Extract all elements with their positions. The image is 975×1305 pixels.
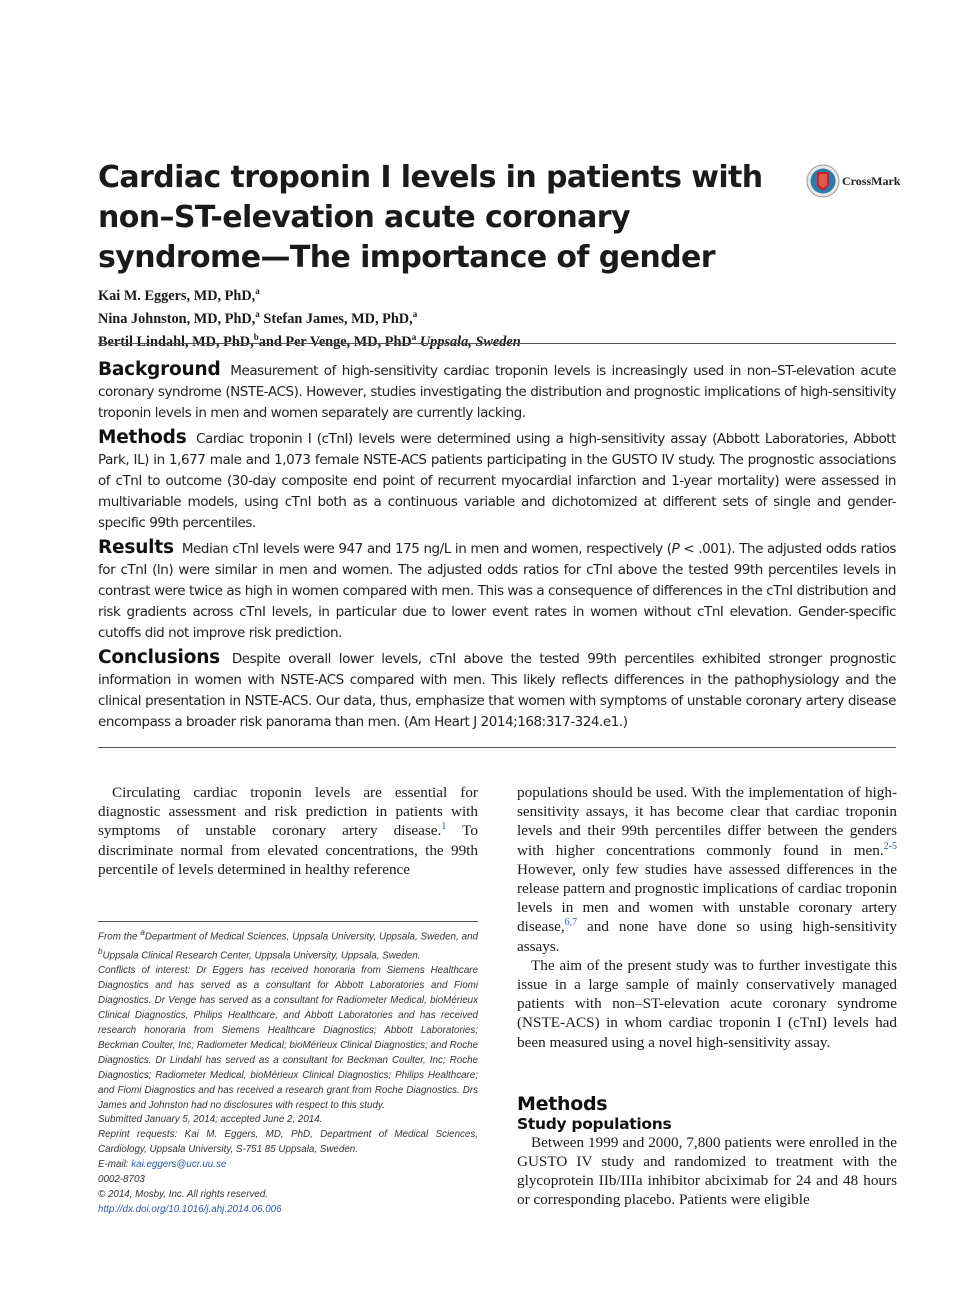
- affiliation-marker: a: [411, 331, 417, 342]
- abstract-heading: Results: [98, 537, 174, 559]
- reference-link[interactable]: 2-5: [883, 840, 897, 852]
- abstract-text: P: [671, 541, 680, 558]
- reference-link[interactable]: 1: [441, 821, 447, 833]
- body-paragraph: [98, 783, 478, 879]
- author-line: [98, 328, 718, 351]
- author-name: Kai M. Eggers, MD, PhD,: [98, 287, 256, 304]
- author-name: Bertil Lindahl, MD, PhD,: [98, 333, 254, 350]
- title-line: syndrome—The importance of gender: [98, 240, 715, 275]
- affiliation-marker: b: [98, 947, 103, 957]
- body-text: populations should be used. With the implementation of high-sensitivity assays, it has become clear that cardiac troponin levels and their 99th percentiles differ between the genders with higher concentrations commonly found in men.: [517, 784, 897, 859]
- footnote-rule: [98, 921, 478, 922]
- crossmark-icon: [806, 164, 840, 198]
- abstract-conclusions: [98, 648, 896, 732]
- footnotes: [98, 926, 478, 1218]
- abstract-methods: [98, 428, 896, 533]
- abstract-background: [98, 360, 896, 423]
- email-note: [98, 1158, 478, 1173]
- subsection-heading: Study populations: [517, 1114, 672, 1133]
- body-text: However, only few studies have assessed differences in the release pattern and prognostic implications of cardiac troponin levels in men and women with unstable coronary artery disease,: [517, 860, 897, 936]
- right-column: [517, 783, 897, 1210]
- body-paragraph: Between 1999 and 2000, 7,800 patients were enrolled in the GUSTO IV study and randomized to treatment with the glycoprotein IIb/IIIa inhibitor abciximab for 24 and 48 hours or corresponding placebo. Patients were eligible: [517, 1133, 897, 1209]
- body-paragraph: The aim of the present study was to further investigate this issue in a large sample of mainly conservatively managed patients with non–ST-elevation acute coronary syndrome (NSTE-ACS) in whom cardiac troponin I (cTnI) levels had been measured using a novel high-sensitivity assay.: [517, 956, 897, 1051]
- abstract-text: Measurement of high-sensitivity cardiac troponin levels is increasingly used in non–ST-elevation acute coronary syndrome (NSTE-ACS). However, studies investigating the distribution and prognostic implications of high-sensitivity troponin levels in men and women separately are currently lacking.: [98, 363, 896, 421]
- article-title: [98, 158, 763, 278]
- abstract-bottom-rule: [98, 747, 896, 748]
- title-line: Cardiac troponin I levels in patients with: [98, 160, 763, 195]
- left-column: [98, 783, 478, 879]
- author-name: Nina Johnston, MD, PhD,: [98, 310, 256, 327]
- abstract-results: [98, 538, 896, 643]
- author-name: Stefan James, MD, PhD,: [263, 310, 413, 327]
- affiliations-note: [98, 926, 478, 964]
- body-text: To discriminate normal from elevated concentrations, the 99th percentile of levels determined in healthy reference: [98, 822, 478, 878]
- conflicts-note: Conflicts of interest: Dr Eggers has received honoraria from Siemens Healthcare Diagnostics and has served as a consultant for Abbott Laboratories and Fiomi Diagnostics. Dr Venge has served as a consultant for Radiometer Medical, bioMérieux Clinical Diagnostics, Philips Healthcare, and Abbott Laboratories and has received research honoraria from Siemens Healthcare Diagnostics; Abbott Laboratories; Beckman Coulter, Inc; Radiometer Medical; bioMérieux Clinical Diagnostics; and Roche Diagnostics. Dr Lindahl has served as a consultant for Beckman Coulter, Inc; Roche Diagnostics; Radiometer Medical, bioMérieux Clinical Diagnostics; Philips Healthcare; and Fiomi Diagnostics and has received a research grant from Roche Diagnostics. Drs James and Johnston had no disclosures with respect to this study.: [98, 965, 478, 1111]
- affiliation-marker: a: [255, 286, 260, 296]
- reference-link[interactable]: 6,7: [564, 917, 578, 929]
- crossmark-badge[interactable]: [806, 164, 900, 198]
- author-name: and Per Venge, MD, PhD: [258, 333, 412, 350]
- abstract-heading: Background: [98, 359, 221, 380]
- footnote-text: From the: [98, 931, 141, 943]
- doi-link[interactable]: http://dx.doi.org/10.1016/j.ahj.2014.06.006: [98, 1203, 282, 1215]
- abstract-heading: Conclusions: [98, 647, 220, 669]
- affiliation-marker: a: [412, 308, 418, 319]
- copyright-note: © 2014, Mosby, Inc. All rights reserved.: [98, 1188, 269, 1200]
- body-text: and none have done so using high-sensitivity assays.: [517, 918, 897, 955]
- footnote-text: Uppsala Clinical Research Center, Uppsala University, Uppsala, Sweden.: [102, 950, 421, 962]
- footnote-text: Department of Medical Sciences, Uppsala University, Uppsala, Sweden, and: [144, 931, 478, 943]
- author-list: [98, 282, 718, 350]
- footnote-text: E-mail:: [98, 1159, 132, 1171]
- abstract-top-rule: [98, 343, 896, 344]
- author-line: [98, 282, 718, 305]
- affiliation-marker: a: [140, 928, 145, 937]
- abstract-text: Cardiac troponin I (cTnI) levels were determined using a high-sensitivity assay (Abbott Laboratories, Abbott Park, IL) in 1,677 male and 1,073 female NSTE-ACS patients participating in the GUSTO IV study. The prognostic associations of cTnI to outcome (30-day composite end point of recurrent myocardial infarction and 1-year mortality) were assessed in multivariable models, using cTnI both as a continuous variable and dichotomized at different sets of single and gender-specific 99th percentiles.: [98, 431, 896, 531]
- email-link[interactable]: kai.eggers@ucr.uu.se: [131, 1159, 227, 1171]
- affiliation-marker: a: [255, 308, 260, 319]
- reprint-note: Reprint requests: Kai M. Eggers, MD, PhD, Department of Medical Sciences, Cardiology, Uppsala University, S-751 85 Uppsala, Sweden.: [98, 1129, 478, 1156]
- title-line: non–ST-elevation acute coronary: [98, 200, 630, 235]
- abstract: [98, 360, 896, 738]
- body-paragraph: [517, 783, 897, 956]
- submitted-note: Submitted January 5, 2014; accepted June 2, 2014.: [98, 1114, 323, 1126]
- section-heading-methods: Methods: [517, 1092, 608, 1115]
- abstract-text: Median cTnI levels were 947 and 175 ng/L in men and women, respectively (: [181, 541, 672, 558]
- affiliation-marker: b: [253, 331, 259, 342]
- doi-note: [98, 1203, 478, 1218]
- body-text: Circulating cardiac troponin levels are essential for diagnostic assessment and risk prediction in patients with symptoms of unstable coronary artery disease.: [98, 784, 478, 840]
- abstract-heading: Methods: [98, 427, 187, 449]
- abstract-text: Despite overall lower levels, cTnI above the tested 99th percentiles exhibited stronger prognostic information in women with NSTE-ACS compared with men. This likely reflects differences in the pathophysiology and the clinical presentation in NSTE-ACS. Our data, thus, emphasize that women with symptoms of unstable coronary artery disease encompass a broader risk panorama than men. (Am Heart J 2014;168:317-324.e1.): [98, 651, 896, 730]
- abstract-text: < .001). The adjusted odds ratios for cTnI (ln) were similar in men and women. The adjusted odds ratios for cTnI above the tested 99th percentiles levels in contrast were twice as high in women compared with men. This was a consequence of differences in the cTnI distribution and risk gradients across cTnI levels, in particular due to lower event rates in women without cTnI elevation. Gender-specific cutoffs did not improve risk prediction.: [98, 541, 896, 641]
- author-location: Uppsala, Sweden: [419, 333, 521, 350]
- crossmark-label: CrossMark: [842, 173, 901, 188]
- issn-note: 0002-8703: [98, 1174, 145, 1186]
